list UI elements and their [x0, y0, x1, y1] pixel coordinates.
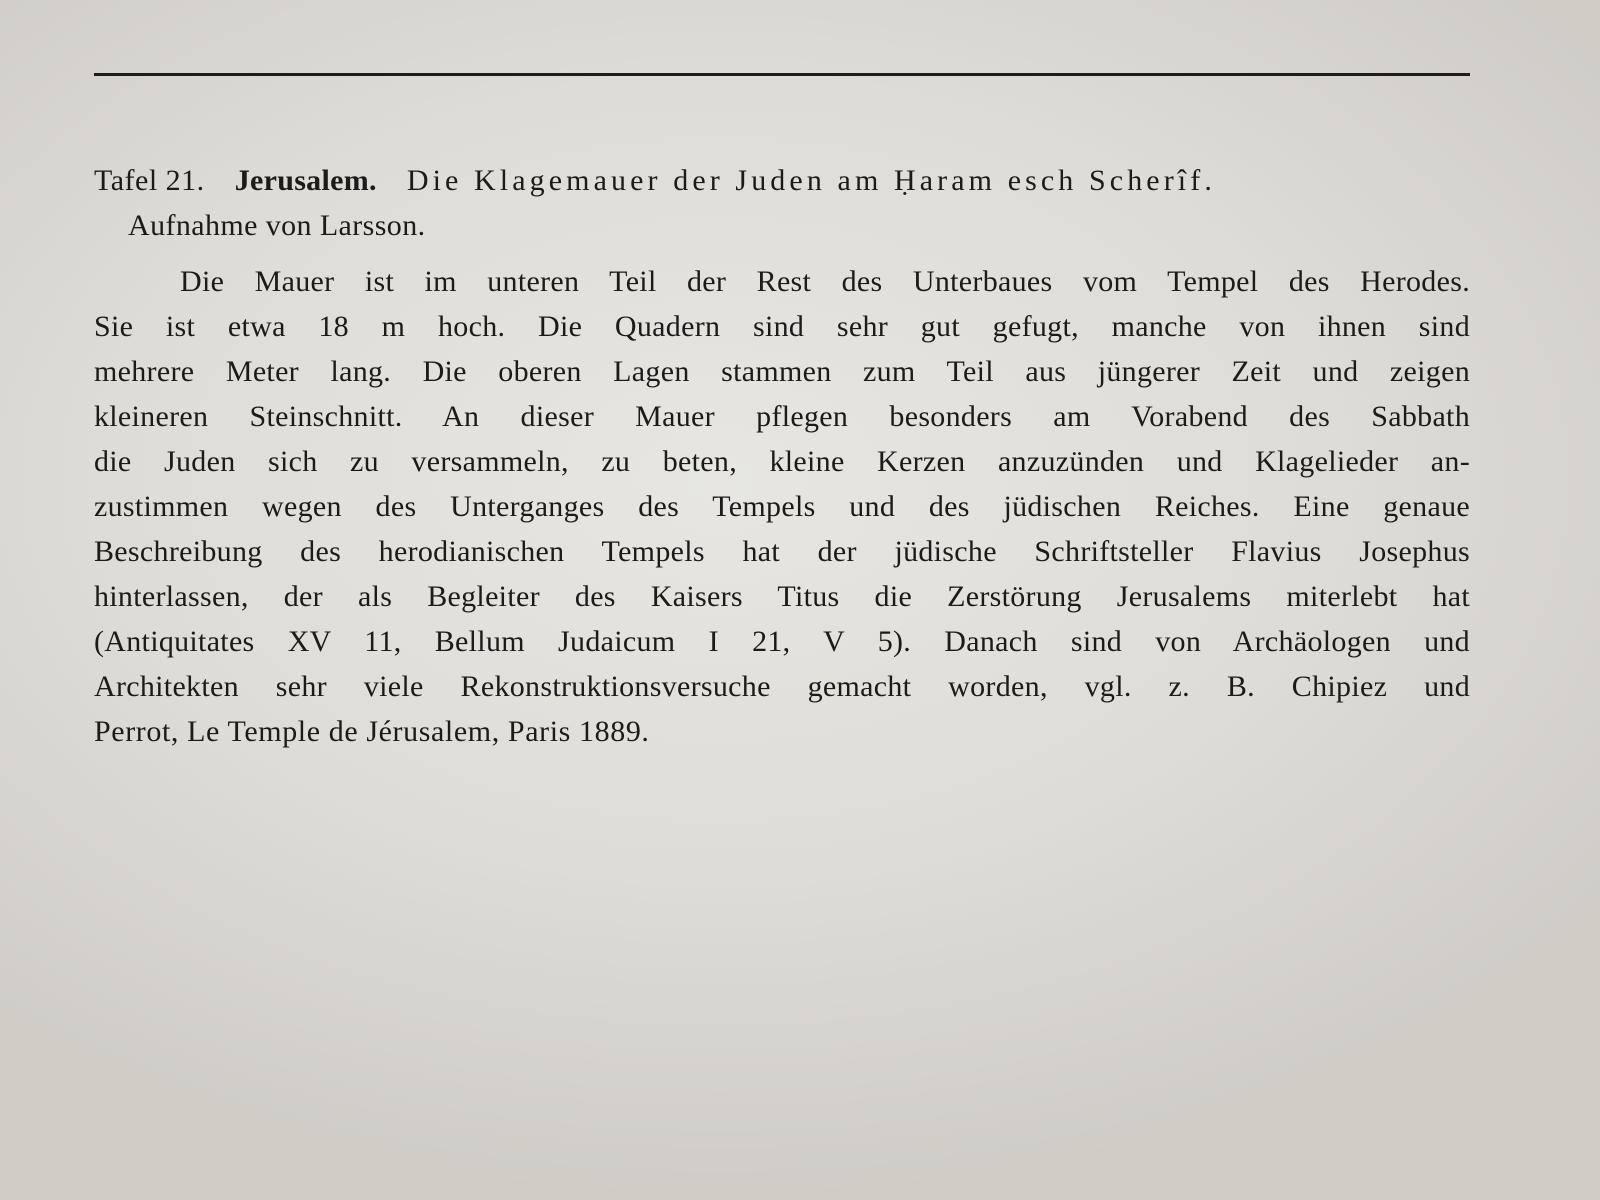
photo-credit: Aufnahme von Larsson.: [128, 209, 426, 242]
text-line: Sie ist etwa 18 m hoch. Die Quadern sind sehr gut gefugt, manche von ihnen sind: [94, 310, 1470, 343]
text-line: (Antiquitates XV 11, Bellum Judaicum I 21, V 5). Danach sind von Archäologen und: [94, 625, 1470, 658]
text-line: zustimmen wegen des Unterganges des Tempels und des jüdischen Reiches. Eine genaue: [94, 490, 1470, 523]
top-rule: [94, 73, 1470, 76]
plate-caption: Die Klagemauer der Juden am Ḥaram esch Scherîf.: [406, 164, 1216, 197]
plate-number: Tafel 21.: [94, 164, 205, 197]
text-line: Architekten sehr viele Rekonstruktionsversuche gemacht worden, vgl. z. B. Chipiez und: [94, 670, 1470, 703]
text-line: kleineren Steinschnitt. An dieser Mauer pflegen besonders am Vorabend des Sabbath: [94, 400, 1470, 433]
text-line: Beschreibung des herodianischen Tempels hat der jüdische Schriftsteller Flavius Josephus: [94, 535, 1470, 568]
text-line: mehrere Meter lang. Die oberen Lagen stammen zum Teil aus jüngerer Zeit und zeigen: [94, 355, 1470, 388]
place-title: Jerusalem.: [234, 164, 377, 197]
plate-heading: [94, 158, 1470, 204]
body-paragraph: [94, 259, 1470, 754]
text-line: Perrot, Le Temple de Jérusalem, Paris 1889.: [94, 715, 650, 748]
text-line: Die Mauer ist im unteren Teil der Rest des Unterbaues vom Tempel des Herodes.: [180, 265, 1470, 298]
text-line: die Juden sich zu versammeln, zu beten, kleine Kerzen anzuzünden und Klagelieder an-: [94, 445, 1470, 478]
text-line: hinterlassen, der als Begleiter des Kaisers Titus die Zerstörung Jerusalems miterlebt hat: [94, 580, 1470, 613]
